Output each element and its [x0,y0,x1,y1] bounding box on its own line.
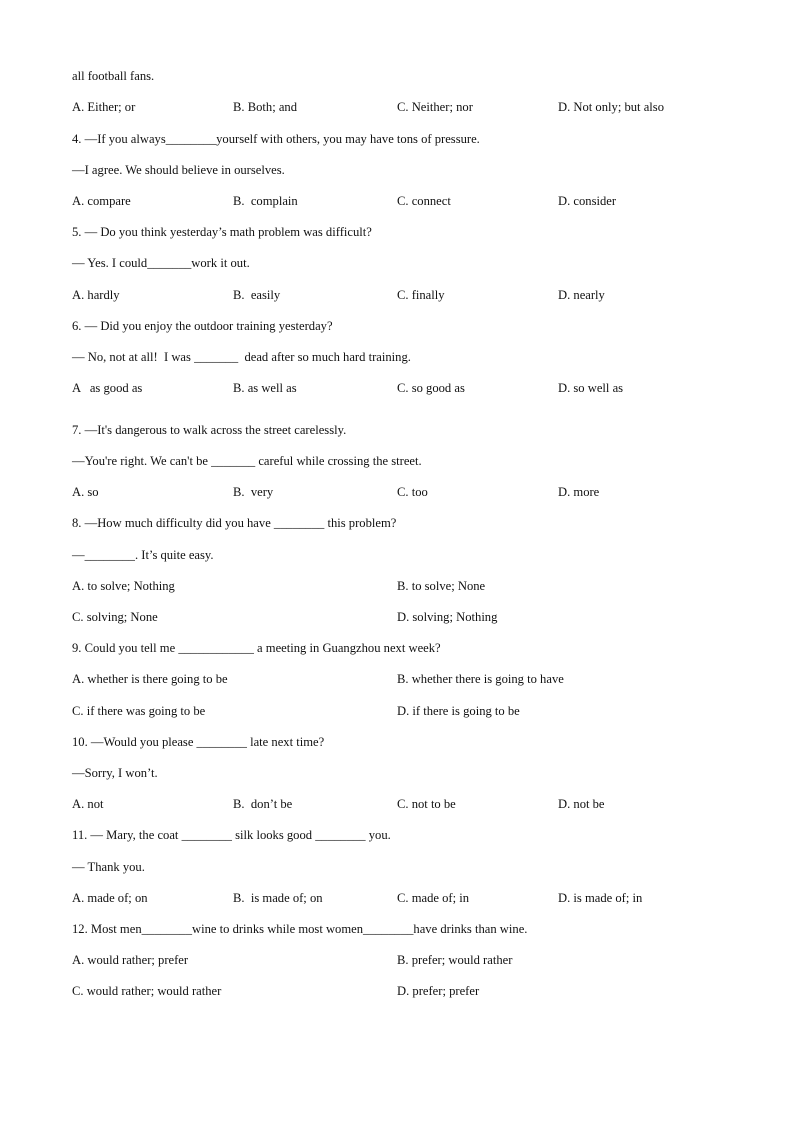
q5-option-a: A. hardly [72,288,120,302]
question-5-line-1: 5. — Do you think yesterday’s math problem was difficult? [72,225,372,239]
q4-option-d: D. consider [558,194,617,208]
q12-option-d: D. prefer; prefer [397,984,480,998]
question-7-line-2: —You're right. We can't be _______ careful while crossing the street. [72,454,422,468]
question-8-line-2: —________. It’s quite easy. [72,548,214,562]
q11-option-c: C. made of; in [397,891,470,905]
q8-option-b: B. to solve; None [397,579,486,593]
q10-option-c: C. not to be [397,797,456,811]
q9-option-d: D. if there is going to be [397,704,520,718]
question-6-line-2: — No, not at all! I was _______ dead after so much hard training. [72,350,411,364]
question-4-line-1: 4. —If you always________yourself with others, you may have tons of pressure. [72,132,480,146]
q4-option-a: A. compare [72,194,131,208]
q11-option-a: A. made of; on [72,891,148,905]
q9-option-a: A. whether is there going to be [72,672,228,686]
q8-option-d: D. solving; Nothing [397,610,498,624]
q10-option-a: A. not [72,797,104,811]
q5-option-b: B. easily [233,288,281,302]
question-12-line-1: 12. Most men________wine to drinks while most women________have drinks than wine. [72,922,528,936]
q7-option-d: D. more [558,485,600,499]
q3-option-d: D. Not only; but also [558,100,664,114]
question-6-line-1: 6. — Did you enjoy the outdoor training yesterday? [72,319,333,333]
q9-option-c: C. if there was going to be [72,704,206,718]
q10-option-d: D. not be [558,797,605,811]
q7-option-c: C. too [397,485,428,499]
q12-option-b: B. prefer; would rather [397,953,513,967]
q8-option-a: A. to solve; Nothing [72,579,175,593]
q12-option-a: A. would rather; prefer [72,953,189,967]
q11-option-d: D. is made of; in [558,891,643,905]
q4-option-c: C. connect [397,194,451,208]
question-7-line-1: 7. —It's dangerous to walk across the street carelessly. [72,423,347,437]
question-8-line-1: 8. —How much difficulty did you have ________ this problem? [72,516,397,530]
q6-option-d: D. so well as [558,381,624,395]
question-10-line-2: —Sorry, I won’t. [72,766,158,780]
q6-option-a: A as good as [72,381,143,395]
q6-option-b: B. as well as [233,381,297,395]
q3-option-c: C. Neither; nor [397,100,473,114]
q4-option-b: B. complain [233,194,298,208]
q3-option-a: A. Either; or [72,100,136,114]
q12-option-c: C. would rather; would rather [72,984,222,998]
q5-option-c: C. finally [397,288,445,302]
q5-option-d: D. nearly [558,288,605,302]
question-10-line-1: 10. —Would you please ________ late next time? [72,735,325,749]
question-4-line-2: —I agree. We should believe in ourselves. [72,163,285,177]
question-11-line-2: — Thank you. [72,860,145,874]
question-5-line-2: — Yes. I could_______work it out. [72,256,250,270]
question-9-line-1: 9. Could you tell me ____________ a meeting in Guangzhou next week? [72,641,441,655]
q6-option-c: C. so good as [397,381,465,395]
q3-option-b: B. Both; and [233,100,298,114]
question-3-stem-end: all football fans. [72,69,155,83]
q9-option-b: B. whether there is going to have [397,672,564,686]
question-11-line-1: 11. — Mary, the coat ________ silk looks good ________ you. [72,828,391,842]
q7-option-b: B. very [233,485,274,499]
q10-option-b: B. don’t be [233,797,293,811]
q8-option-c: C. solving; None [72,610,158,624]
q11-option-b: B. is made of; on [233,891,323,905]
q7-option-a: A. so [72,485,99,499]
